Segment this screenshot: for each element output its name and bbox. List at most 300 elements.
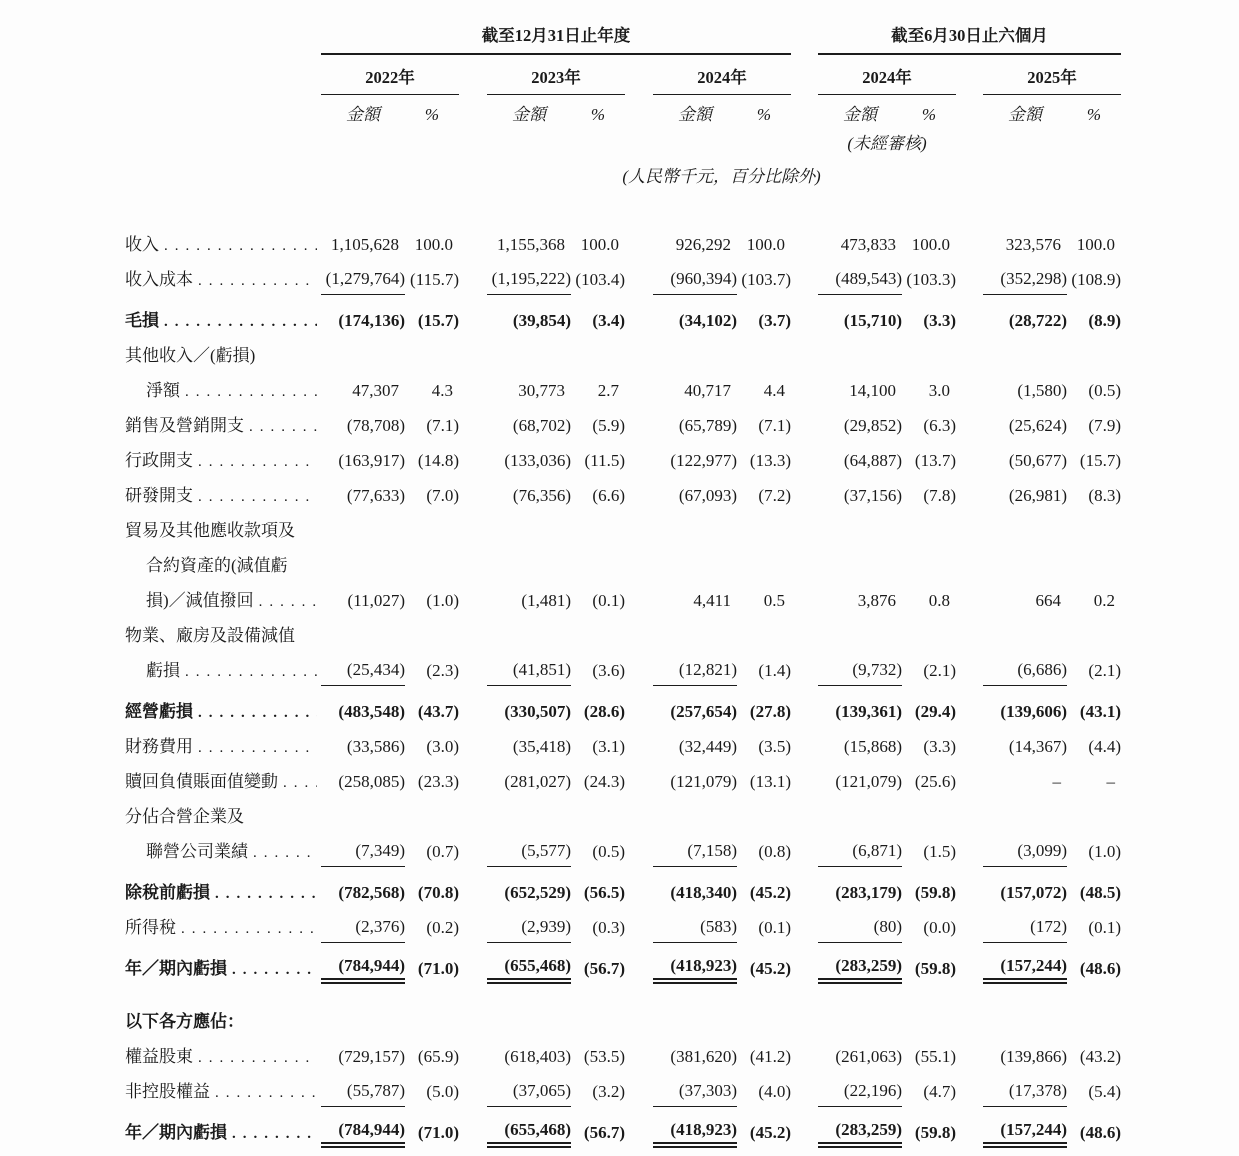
table-row [125,1002,1121,1037]
table-row [125,260,1121,295]
amount-cell: (25,434) [321,660,405,686]
dot-leader [254,591,317,611]
percent-cell [737,541,791,546]
amount-cell: 14,100 [849,381,896,400]
amount-cell: (67,093) [678,486,737,505]
table-row [125,1037,1121,1072]
amount-cell: (121,079) [670,772,737,791]
amount-cell: (7,349) [321,841,405,867]
percent-cell: (45.2) [749,959,791,978]
amount-cell: (418,340) [670,883,737,902]
row-label-wrap [125,878,321,908]
dot-leader [210,883,317,903]
percent-cell [571,541,625,546]
percent-cell: (4.7) [923,1082,956,1101]
row-label-wrap [125,376,321,406]
row-label: 財務費用 [125,737,193,756]
amount-cell [983,576,1067,581]
dot-leader [193,737,317,757]
percent-cell [1067,541,1121,546]
amount-column-header: 金額 [843,105,877,124]
row-label-wrap [125,1042,321,1072]
percent-cell: (5.9) [592,416,625,435]
amount-cell: (139,361) [835,702,902,721]
percent-cell: (0.0) [923,918,956,937]
row-label: 收入 [125,235,159,254]
amount-cell [487,1032,571,1037]
dot-leader [193,702,317,722]
row-label-wrap [125,411,321,441]
percent-cell: (53.5) [583,1047,625,1066]
percent-cell: (43.2) [1079,1047,1121,1066]
row-label-wrap [125,586,321,616]
percent-cell: (0.1) [758,918,791,937]
row-label-wrap [125,446,321,476]
amount-cell: (172) [983,917,1067,943]
column-subheader-row [125,100,1121,127]
percent-cell [902,576,956,581]
percent-cell: (56.7) [583,959,625,978]
amount-cell: (157,244) [983,956,1067,984]
prospectus-financial-table-page [125,0,1121,1148]
amount-cell [818,576,902,581]
row-label-wrap [125,230,321,260]
percent-cell [405,366,459,371]
percent-cell [1067,1032,1121,1037]
amount-cell: (76,356) [512,486,571,505]
amount-cell: (257,654) [670,702,737,721]
amount-cell [818,366,902,371]
amount-cell: (1,279,764) [321,269,405,295]
percent-cell: (103.4) [575,270,625,289]
percent-cell: 3.0 [928,381,950,400]
percent-cell: (13.1) [749,772,791,791]
percent-cell: (1.0) [426,591,459,610]
percent-cell: (7.2) [758,486,791,505]
percent-cell: (0.5) [1088,381,1121,400]
percent-cell: (8.3) [1088,486,1121,505]
dot-leader [193,486,317,506]
percent-cell: (56.5) [583,883,625,902]
amount-cell: (29,852) [843,416,902,435]
amount-cell: – [1052,772,1061,791]
amount-cell [321,541,405,546]
row-label: 損)／減值撥回 [146,591,254,610]
row-label-wrap [125,802,321,832]
amount-cell [653,576,737,581]
percent-cell: (7.1) [426,416,459,435]
percent-cell: (70.8) [417,883,459,902]
amount-cell: (583) [653,917,737,943]
amount-cell: (37,065) [487,1081,571,1107]
percent-cell: (13.7) [914,451,956,470]
amount-cell: (33,586) [346,737,405,756]
row-label: 收入成本 [125,270,193,289]
percent-cell: (65.9) [417,1047,459,1066]
percent-cell: (2.3) [426,661,459,680]
row-label-wrap [125,1077,321,1107]
percent-cell: (71.0) [417,959,459,978]
row-label: 經營虧損 [125,702,193,721]
row-label: 年／期內虧損 [125,1123,227,1142]
amount-cell: (12,821) [653,660,737,686]
row-label-wrap [125,1007,321,1037]
amount-cell: (652,529) [504,883,571,902]
amount-cell [983,1032,1067,1037]
percent-cell: (29.4) [914,702,956,721]
percent-cell: (8.9) [1088,311,1121,330]
year-column-header: 2024年 [818,64,956,95]
amount-cell: (15,868) [843,737,902,756]
amount-cell: (7,158) [653,841,737,867]
percent-cell: (2.1) [923,661,956,680]
percent-cell [737,827,791,832]
dot-leader [278,772,317,792]
dot-leader [210,1082,317,1102]
amount-cell: (28,722) [1008,311,1067,330]
row-label: 銷售及營銷開支 [125,416,244,435]
amount-cell: (784,944) [321,956,405,984]
percent-cell: 0.2 [1093,591,1115,610]
amount-cell: (330,507) [504,702,571,721]
period-header-row [125,22,1121,55]
amount-cell [321,827,405,832]
amount-cell [653,541,737,546]
amount-cell [653,1032,737,1037]
percent-cell: (6.6) [592,486,625,505]
amount-cell [653,646,737,651]
percent-cell: (3.4) [592,311,625,330]
percent-column-header: % [424,105,440,124]
amount-cell [983,541,1067,546]
table-row [125,832,1121,867]
percent-cell: (7.1) [758,416,791,435]
percent-cell: (3.0) [426,737,459,756]
percent-cell: (0.7) [426,842,459,861]
row-label: 贖回負債賬面值變動 [125,772,278,791]
amount-cell: (122,977) [670,451,737,470]
percent-cell: (7.0) [426,486,459,505]
year-column-header: 2025年 [983,64,1121,95]
amount-cell: (14,367) [1008,737,1067,756]
amount-cell [487,827,571,832]
percent-cell [1067,827,1121,832]
amount-cell: 323,576 [1005,235,1061,254]
percent-cell [902,541,956,546]
amount-cell: (26,981) [1008,486,1067,505]
amount-cell [653,366,737,371]
year-column-header: 2022年 [321,64,459,95]
amount-cell: 40,717 [684,381,731,400]
amount-cell [321,576,405,581]
percent-cell [737,366,791,371]
percent-cell: (5.0) [426,1082,459,1101]
amount-cell: (655,468) [487,956,571,984]
percent-cell: 0.5 [763,591,785,610]
amount-cell: (281,027) [504,772,571,791]
row-label-wrap [125,697,321,727]
amount-cell: (381,620) [670,1047,737,1066]
amount-cell [321,1032,405,1037]
percent-cell: (13.3) [749,451,791,470]
amount-cell: (2,939) [487,917,571,943]
percent-cell: (3.6) [592,661,625,680]
amount-cell: 47,307 [352,381,399,400]
year-header-row [125,55,1121,95]
row-label: 以下各方應佔： [125,1012,244,1031]
percent-cell: (59.8) [914,959,956,978]
row-label-wrap [125,767,321,797]
table-row [125,949,1121,984]
amount-cell: (6,686) [983,660,1067,686]
percent-cell: (3.5) [758,737,791,756]
amount-cell: (50,677) [1008,451,1067,470]
amount-cell: (68,702) [512,416,571,435]
dot-leader [159,311,317,331]
amount-cell [818,827,902,832]
amount-cell: (157,072) [1000,883,1067,902]
amount-cell [487,576,571,581]
amount-cell: (352,298) [983,269,1067,295]
amount-cell: (65,789) [678,416,737,435]
percent-cell: 100.0 [414,235,453,254]
amount-cell: (157,244) [983,1120,1067,1148]
row-label: 年／期內虧損 [125,959,227,978]
percent-cell [1067,366,1121,371]
percent-cell: (7.8) [923,486,956,505]
unaudited-note-row [125,127,1121,154]
amount-cell [487,541,571,546]
percent-cell: (55.1) [914,1047,956,1066]
percent-cell: (3.3) [923,737,956,756]
percent-cell: (28.6) [583,702,625,721]
amount-cell: (78,708) [346,416,405,435]
table-row [125,616,1121,651]
amount-cell: (35,418) [512,737,571,756]
percent-cell: (108.9) [1071,270,1121,289]
amount-cell: (283,259) [818,1120,902,1148]
amount-cell: (77,633) [346,486,405,505]
amount-cell: (729,157) [338,1047,405,1066]
percent-cell [405,646,459,651]
percent-cell [405,827,459,832]
amount-cell: (80) [818,917,902,943]
amount-cell [818,646,902,651]
percent-cell: (3.1) [592,737,625,756]
percent-cell: (59.8) [914,1123,956,1142]
percent-cell [571,646,625,651]
percent-cell: (1.4) [758,661,791,680]
amount-cell [983,366,1067,371]
amount-cell: (55,787) [321,1081,405,1107]
amount-cell: (32,449) [678,737,737,756]
amount-cell: (618,403) [504,1047,571,1066]
percent-cell: (0.8) [758,842,791,861]
row-label: 非控股權益 [125,1082,210,1101]
percent-column-header: % [921,105,937,124]
year-column-header: 2023年 [487,64,625,95]
percent-cell [405,1032,459,1037]
percent-cell [571,1032,625,1037]
table-row [125,546,1121,581]
percent-cell: (48.6) [1079,959,1121,978]
row-label-wrap [125,341,321,371]
row-label: 毛損 [125,311,159,330]
amount-cell: (784,944) [321,1120,405,1148]
amount-cell: (655,468) [487,1120,571,1148]
table-row [125,441,1121,476]
percent-cell: (3.2) [592,1082,625,1101]
table-row [125,908,1121,943]
percent-cell: (5.4) [1088,1082,1121,1101]
percent-cell: (14.8) [417,451,459,470]
percent-cell: 2.7 [597,381,619,400]
percent-cell: (41.2) [749,1047,791,1066]
percent-cell [902,366,956,371]
amount-cell: (11,027) [347,591,405,610]
amount-cell: (17,378) [983,1081,1067,1107]
dot-leader [193,1047,317,1067]
percent-cell: (48.6) [1079,1123,1121,1142]
amount-cell: (489,543) [818,269,902,295]
amount-cell: (174,136) [338,311,405,330]
dot-leader [193,451,317,471]
row-label: 除稅前虧損 [125,883,210,902]
percent-cell: (0.1) [1088,918,1121,937]
amount-cell: (25,624) [1008,416,1067,435]
percent-cell: (0.5) [592,842,625,861]
percent-cell [571,366,625,371]
amount-cell: (34,102) [678,311,737,330]
amount-cell: 1,155,368 [497,235,565,254]
row-label-wrap [125,656,321,686]
table-row [125,727,1121,762]
row-label: 其他收入／(虧損) [125,346,256,365]
annual-period-header: 截至12月31日止年度 [321,22,791,55]
percent-cell: (1.0) [1088,842,1121,861]
percent-cell: (56.7) [583,1123,625,1142]
row-label: 研發開支 [125,486,193,505]
percent-cell [571,827,625,832]
percent-cell: (0.2) [426,918,459,937]
dot-leader [180,661,317,681]
percent-cell: (6.3) [923,416,956,435]
table-row [125,1072,1121,1107]
amount-cell: (418,923) [653,956,737,984]
amount-cell: 3,876 [857,591,896,610]
amount-cell: (9,732) [818,660,902,686]
percent-cell: (1.5) [923,842,956,861]
table-row [125,1113,1121,1148]
percent-cell: (27.8) [749,702,791,721]
row-label-wrap [125,913,321,943]
amount-cell: (133,036) [504,451,571,470]
percent-cell: (0.1) [592,591,625,610]
amount-cell: (1,481) [521,591,571,610]
percent-cell: 4.3 [431,381,453,400]
amount-cell: (22,196) [818,1081,902,1107]
dot-leader [193,270,317,290]
amount-column-header: 金額 [512,105,546,124]
financial-table-body [125,225,1121,1148]
percent-cell: (24.3) [583,772,625,791]
dot-leader [248,842,317,862]
percent-cell: (23.3) [417,772,459,791]
percent-column-header: % [756,105,772,124]
dot-leader [159,235,317,255]
dot-leader [176,918,317,938]
percent-cell: 0.8 [928,591,950,610]
percent-cell: (3.7) [758,311,791,330]
row-label: 權益股東 [125,1047,193,1066]
percent-cell: (45.2) [749,1123,791,1142]
percent-cell: (45.2) [749,883,791,902]
amount-cell: (483,548) [338,702,405,721]
percent-cell: (48.5) [1079,883,1121,902]
amount-cell: (39,854) [512,311,571,330]
row-label-wrap [125,1118,321,1148]
percent-cell: (11.5) [584,451,625,470]
row-label: 行政開支 [125,451,193,470]
percent-cell: 100.0 [580,235,619,254]
percent-cell: 100.0 [1076,235,1115,254]
percent-cell: (43.7) [417,702,459,721]
percent-cell: 100.0 [911,235,950,254]
amount-cell: 664 [1035,591,1061,610]
amount-cell: (6,871) [818,841,902,867]
percent-cell [902,646,956,651]
amount-cell: (2,376) [321,917,405,943]
amount-cell [321,646,405,651]
dot-leader [244,416,317,436]
amount-cell: (5,577) [487,841,571,867]
units-note-row [125,154,1121,187]
amount-cell: (960,394) [653,269,737,295]
percent-cell: – [1106,772,1115,791]
table-row [125,225,1121,260]
percent-cell: (3.3) [923,311,956,330]
percent-cell: (71.0) [417,1123,459,1142]
percent-cell: (43.1) [1079,702,1121,721]
percent-cell: (115.7) [410,270,459,289]
row-label-wrap [125,551,321,581]
amount-cell: (37,156) [843,486,902,505]
amount-cell: (782,568) [338,883,405,902]
percent-cell [1067,576,1121,581]
percent-cell [405,541,459,546]
percent-cell: 4.4 [763,381,785,400]
amount-cell: (261,063) [835,1047,902,1066]
amount-cell: 926,292 [675,235,731,254]
row-label: 物業、廠房及設備減值 [125,626,295,645]
amount-cell: (41,851) [487,660,571,686]
row-label-wrap [125,516,321,546]
table-row [125,581,1121,616]
amount-cell [487,366,571,371]
amount-cell: 4,411 [693,591,731,610]
percent-cell: (15.7) [1079,451,1121,470]
percent-cell [405,576,459,581]
row-label: 分佔合營企業及 [125,807,244,826]
table-row [125,797,1121,832]
unaudited-note: (未經審核) [847,134,927,153]
percent-cell: (103.7) [741,270,791,289]
amount-cell: (258,085) [338,772,405,791]
row-label-wrap [125,621,321,651]
row-label: 淨額 [146,381,180,400]
percent-cell: (4.0) [758,1082,791,1101]
percent-column-header: % [1086,105,1102,124]
